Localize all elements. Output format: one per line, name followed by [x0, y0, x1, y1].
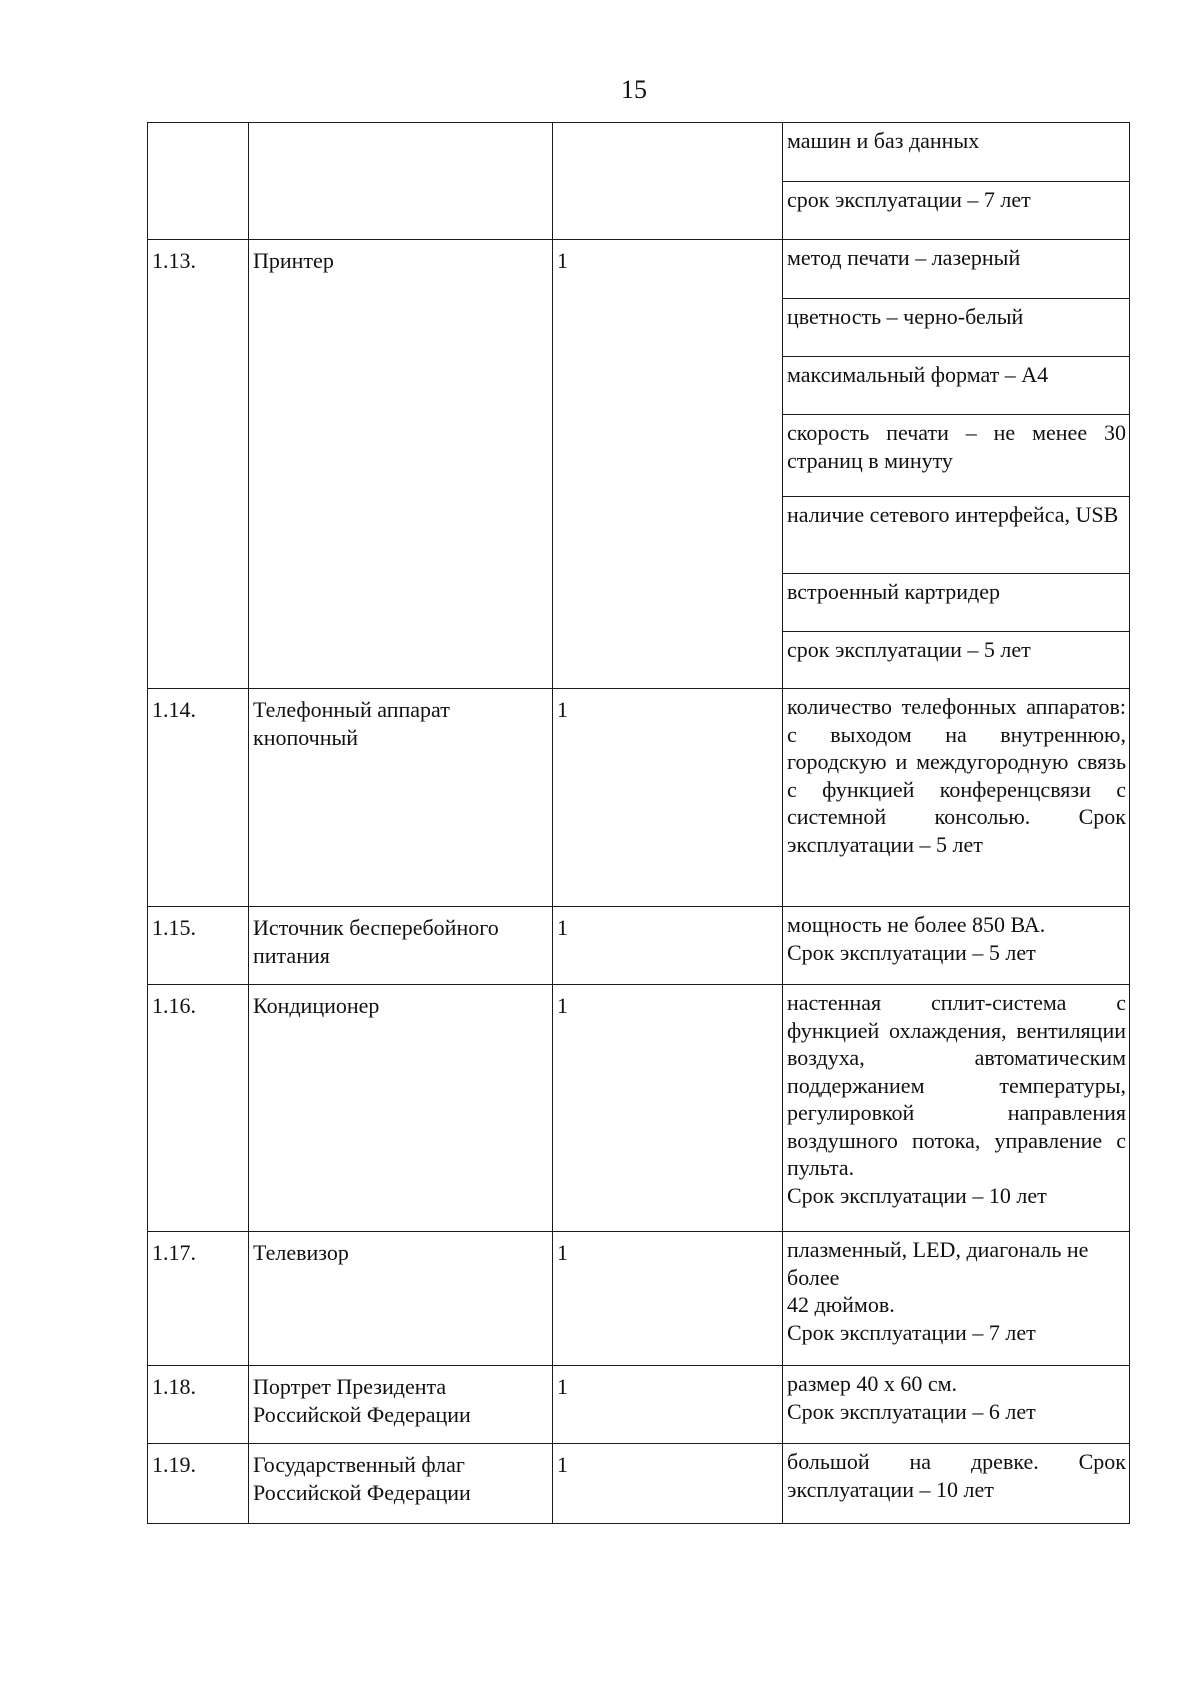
- item-number: 1.15.: [152, 915, 196, 940]
- item-name: Принтер: [253, 248, 334, 273]
- table-row: [148, 985, 1130, 1232]
- item-number: 1.13.: [152, 248, 196, 273]
- item-quantity: 1: [557, 697, 568, 722]
- item-quantity: 1: [557, 1240, 568, 1265]
- item-name: Телевизор: [253, 1240, 349, 1265]
- spec-line: плазменный, LED, диагональ не более 42 дюймов. Срок эксплуатации – 7 лет: [787, 1237, 1089, 1345]
- item-number: 1.19.: [152, 1452, 196, 1477]
- item-specs-cell: [783, 1366, 1130, 1444]
- table-row: [148, 123, 1130, 240]
- spec-line: цветность – черно-белый: [783, 298, 1129, 356]
- spec-line: количество телефонных аппаратов: с выходом на внутреннюю, городскую и междугородную связь с функцией конференцсвязи с системной консолью. Срок эксплуатации – 5 лет: [787, 694, 1126, 857]
- item-name: Телефонный аппарат кнопочный: [253, 697, 450, 750]
- item-name: Портрет Президента Российской Федерации: [253, 1374, 471, 1427]
- item-specs-cell: [783, 123, 1130, 240]
- spec-line: скорость печати – не менее 30 страниц в минуту: [783, 414, 1129, 496]
- item-number: 1.18.: [152, 1374, 196, 1399]
- item-specs-cell: [783, 689, 1130, 907]
- item-quantity: 1: [557, 1374, 568, 1399]
- spec-line: встроенный картридер: [783, 573, 1129, 631]
- item-name: Кондиционер: [253, 993, 380, 1018]
- table-row: [148, 1366, 1130, 1444]
- item-specs-cell: [783, 1232, 1130, 1366]
- spec-line: мощность не более 850 ВА. Срок эксплуатации – 5 лет: [787, 912, 1046, 965]
- spec-line: максимальный формат – А4: [783, 356, 1129, 414]
- item-quantity: 1: [557, 1452, 568, 1477]
- spec-line: размер 40 х 60 см. Срок эксплуатации – 6 лет: [787, 1371, 1036, 1424]
- item-name: Источник бесперебойного питания: [253, 915, 499, 968]
- item-specs-cell: [783, 985, 1130, 1232]
- spec-line: настенная сплит-система с функцией охлаждения, вентиляции воздуха, автоматическим поддержанием температуры, регулировкой направления воздушного потока, управление с пульта. Срок эксплуатации – 10 лет: [787, 990, 1126, 1208]
- spec-line: большой на древке. Срок эксплуатации – 10 лет: [787, 1449, 1126, 1502]
- page-number: 15: [621, 75, 647, 104]
- table-row: [148, 1232, 1130, 1366]
- table-row: [148, 907, 1130, 985]
- table-row: [148, 240, 1130, 689]
- item-quantity: 1: [557, 993, 568, 1018]
- table-row: [148, 1444, 1130, 1524]
- spec-line: метод печати – лазерный: [787, 245, 1021, 270]
- table-body: [148, 123, 1130, 1524]
- item-number: 1.14.: [152, 697, 196, 722]
- spec-line: наличие сетевого интерфейса, USB: [783, 496, 1129, 573]
- item-quantity: 1: [557, 915, 568, 940]
- item-specs-cell: [783, 240, 1130, 689]
- item-number: 1.16.: [152, 993, 196, 1018]
- item-name: Государственный флаг Российской Федерации: [253, 1452, 471, 1505]
- table-row: [148, 689, 1130, 907]
- spec-line: машин и баз данных: [787, 128, 980, 153]
- spec-line: срок эксплуатации – 7 лет: [783, 181, 1129, 239]
- item-number: 1.17.: [152, 1240, 196, 1265]
- equipment-table: [147, 122, 1130, 1524]
- spec-line: срок эксплуатации – 5 лет: [783, 631, 1129, 688]
- item-specs-cell: [783, 1444, 1130, 1524]
- item-quantity: 1: [557, 248, 568, 273]
- item-specs-cell: [783, 907, 1130, 985]
